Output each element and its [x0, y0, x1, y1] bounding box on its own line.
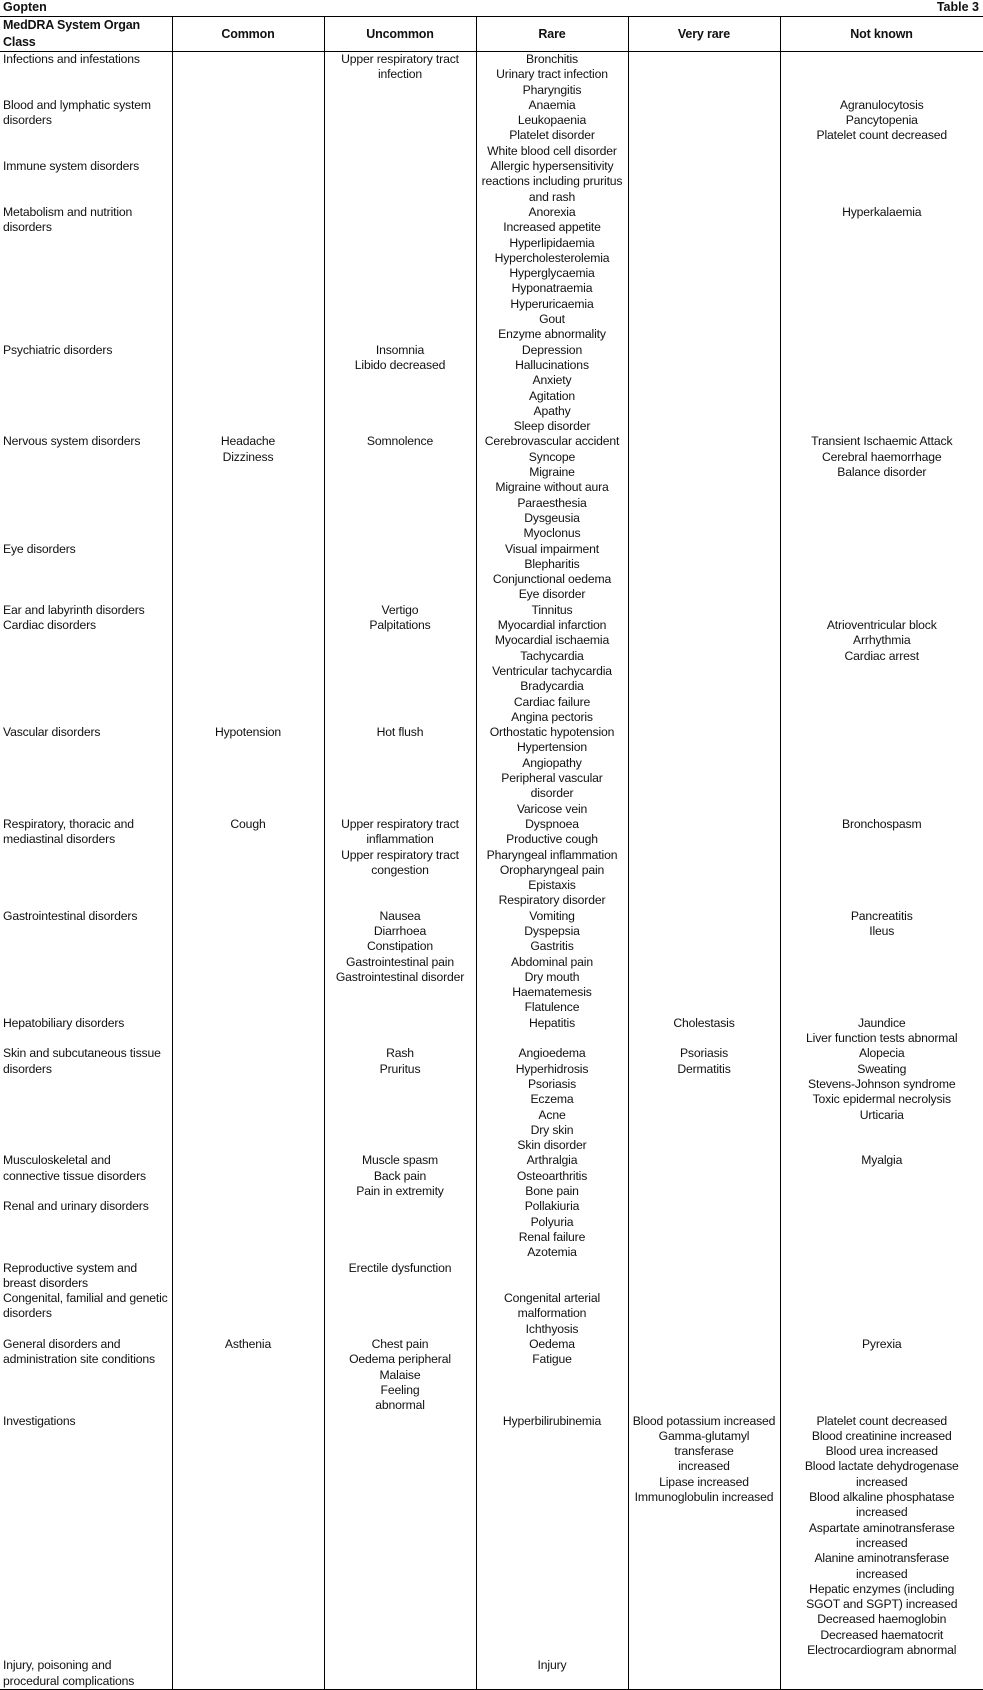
table-row	[0, 1046, 983, 1153]
cell-not-known: Atrioventricular block Arrhythmia Cardiac arrest	[780, 618, 983, 725]
cell-rare: Tinnitus	[476, 603, 628, 618]
cell-system-organ-class: Reproductive system and breast disorders	[3, 1260, 138, 1290]
cell-rare: Arthralgia Osteoarthritis Bone pain	[476, 1153, 628, 1199]
table-header-row	[0, 17, 983, 52]
cell-very-rare	[628, 1199, 780, 1260]
table-row	[0, 98, 983, 159]
cell-common	[172, 1261, 324, 1292]
cell-common	[172, 159, 324, 205]
cell-system-organ-class: Investigations	[3, 1413, 76, 1428]
cell-system-organ-class: Injury, poisoning and procedural complications	[0, 1658, 172, 1690]
cell-common	[172, 603, 324, 618]
cell-not-known: Transient Ischaemic Attack Cerebral haemorrhage Balance disorder	[780, 434, 983, 541]
cell-rare: Anorexia Increased appetite Hyperlipidaemia Hypercholesterolemia Hyperglycaemia Hyponatraemia Hyperuricaemia Gout Enzyme abnormality	[476, 205, 628, 343]
cell-uncommon	[324, 542, 476, 603]
cell-common	[172, 205, 324, 343]
cell-system-organ-class: Eye disorders	[3, 541, 76, 556]
cell-system-organ-class: General disorders and administration site conditions	[3, 1337, 155, 1367]
header-common: Common	[172, 17, 324, 52]
cell-very-rare	[628, 1291, 780, 1337]
adverse-reactions-table	[0, 16, 983, 1690]
cell-not-known	[780, 603, 983, 618]
cell-common	[172, 618, 324, 725]
cell-not-known: Alopecia Sweating Stevens-Johnson syndrome Toxic epidermal necrolysis Urticaria	[780, 1046, 983, 1153]
cell-common: Asthenia	[172, 1337, 324, 1414]
cell-common	[172, 1199, 324, 1260]
table-row	[0, 542, 983, 603]
cell-uncommon	[324, 1291, 476, 1337]
cell-system-organ-class: Skin and subcutaneous tissue disorders	[3, 1046, 161, 1076]
cell-system-organ-class: Cardiac disorders	[3, 618, 96, 633]
cell-rare: Hepatitis	[476, 1016, 628, 1047]
cell-system-organ-class: Immune system disorders	[3, 159, 140, 174]
cell-not-known	[780, 1199, 983, 1260]
cell-not-known: Bronchospasm	[780, 817, 983, 909]
table-row	[0, 1291, 983, 1337]
cell-very-rare	[628, 159, 780, 205]
product-name: Gopten	[3, 0, 47, 14]
cell-rare: Congenital arterial malformation Ichthyosis	[476, 1291, 628, 1337]
table-row	[0, 1153, 983, 1199]
cell-uncommon: Upper respiratory tract inflammation Upper respiratory tract congestion	[324, 817, 476, 909]
cell-very-rare	[628, 434, 780, 541]
cell-common	[172, 1016, 324, 1047]
cell-very-rare	[628, 1337, 780, 1414]
cell-not-known: Hyperkalaemia	[780, 205, 983, 343]
cell-very-rare	[628, 52, 780, 98]
cell-very-rare	[628, 1658, 780, 1690]
cell-common: Hypotension	[172, 725, 324, 817]
cell-rare: Vomiting Dyspepsia Gastritis Abdominal pain Dry mouth Haematemesis Flatulence	[476, 909, 628, 1016]
table-row	[0, 909, 983, 1016]
cell-very-rare	[628, 343, 780, 435]
cell-uncommon: Insomnia Libido decreased	[324, 343, 476, 435]
cell-common	[172, 909, 324, 1016]
table-row	[0, 618, 983, 725]
table-row	[0, 1016, 983, 1047]
cell-not-known	[780, 343, 983, 435]
cell-common	[172, 1291, 324, 1337]
cell-common: Headache Dizziness	[172, 434, 324, 541]
cell-system-organ-class: Gastrointestinal disorders	[3, 908, 138, 923]
cell-rare: Anaemia Leukopaenia Platelet disorder White blood cell disorder	[476, 98, 628, 159]
cell-not-known: Jaundice Liver function tests abnormal	[780, 1016, 983, 1047]
cell-system-organ-class: Renal and urinary disorders	[3, 1199, 149, 1214]
cell-not-known	[780, 1291, 983, 1337]
table-row	[0, 817, 983, 909]
cell-common	[172, 98, 324, 159]
cell-not-known: Myalgia	[780, 1153, 983, 1199]
cell-common	[172, 343, 324, 435]
cell-rare: Cerebrovascular accident Syncope Migraine Migraine without aura Paraesthesia Dysgeusia Myoclonus	[476, 434, 628, 541]
cell-common	[172, 52, 324, 98]
table-row	[0, 1199, 983, 1260]
cell-not-known	[780, 1261, 983, 1292]
header-not-known: Not known	[780, 17, 983, 52]
cell-not-known: Agranulocytosis Pancytopenia Platelet count decreased	[780, 98, 983, 159]
cell-uncommon	[324, 1414, 476, 1659]
cell-very-rare: Psoriasis Dermatitis	[628, 1046, 780, 1153]
table-row	[0, 1658, 983, 1690]
cell-system-organ-class: Hepatobiliary disorders	[3, 1015, 125, 1030]
cell-uncommon	[324, 1016, 476, 1047]
cell-uncommon: Somnolence	[324, 434, 476, 541]
cell-common: Cough	[172, 817, 324, 909]
cell-rare: Pollakiuria Polyuria Renal failure Azotemia	[476, 1199, 628, 1260]
cell-system-organ-class: Nervous system disorders	[3, 434, 141, 449]
cell-very-rare	[628, 603, 780, 618]
cell-rare	[476, 1261, 628, 1292]
cell-common	[172, 1153, 324, 1199]
page-header	[0, 0, 983, 15]
cell-rare: Orthostatic hypotension Hypertension Angiopathy Peripheral vascular disorder Varicose vein	[476, 725, 628, 817]
cell-very-rare	[628, 205, 780, 343]
cell-very-rare	[628, 542, 780, 603]
cell-not-known: Pancreatitis Ileus	[780, 909, 983, 1016]
cell-system-organ-class: Ear and labyrinth disorders	[3, 602, 145, 617]
cell-rare: Injury	[476, 1658, 628, 1690]
cell-rare: Allergic hypersensitivity reactions including pruritus and rash	[476, 159, 628, 205]
table-row	[0, 52, 983, 98]
cell-common	[172, 1046, 324, 1153]
cell-not-known	[780, 542, 983, 603]
cell-system-organ-class: Musculoskeletal and connective tissue disorders	[3, 1153, 146, 1183]
header-very-rare: Very rare	[628, 17, 780, 52]
cell-system-organ-class: Psychiatric disorders	[3, 342, 113, 357]
cell-system-organ-class: Congenital, familial and genetic disorders	[3, 1291, 168, 1321]
cell-uncommon	[324, 1199, 476, 1260]
cell-very-rare	[628, 618, 780, 725]
cell-rare: Dyspnoea Productive cough Pharyngeal inflammation Oropharyngeal pain Epistaxis Respiratory disorder	[476, 817, 628, 909]
cell-rare: Visual impairment Blepharitis Conjunctional oedema Eye disorder	[476, 542, 628, 603]
header-soc: MedDRA System Organ Class	[0, 17, 172, 52]
cell-not-known	[780, 725, 983, 817]
cell-not-known	[780, 52, 983, 98]
cell-system-organ-class: Blood and lymphatic system disorders	[3, 97, 151, 128]
table-row	[0, 343, 983, 435]
cell-very-rare	[628, 98, 780, 159]
table-row	[0, 205, 983, 343]
cell-rare: Angioedema Hyperhidrosis Psoriasis Eczema Acne Dry skin Skin disorder	[476, 1046, 628, 1153]
cell-uncommon: Nausea Diarrhoea Constipation Gastrointestinal pain Gastrointestinal disorder	[324, 909, 476, 1016]
cell-system-organ-class: Vascular disorders	[3, 725, 101, 740]
cell-uncommon: Erectile dysfunction	[324, 1261, 476, 1292]
cell-system-organ-class: Infections and infestations	[3, 52, 140, 66]
cell-very-rare	[628, 909, 780, 1016]
table-body	[0, 52, 983, 1690]
cell-uncommon: Palpitations	[324, 618, 476, 725]
cell-uncommon: Vertigo	[324, 603, 476, 618]
cell-very-rare	[628, 817, 780, 909]
cell-not-known: Platelet count decreased Blood creatinine increased Blood urea increased Blood lactate dehydrogenase increased Blood alkaline phosphatase increased Aspartate aminotransferase increased Alanine aminotransferase increased Hepatic enzymes (including SGOT and SGPT) increased Decreased haemoglobin Decreased haematocrit Electrocardiogram abnormal	[780, 1414, 983, 1659]
cell-very-rare: Cholestasis	[628, 1016, 780, 1047]
cell-uncommon: Rash Pruritus	[324, 1046, 476, 1153]
cell-very-rare	[628, 1261, 780, 1292]
table-row	[0, 1414, 983, 1659]
cell-uncommon	[324, 1658, 476, 1690]
cell-very-rare	[628, 1153, 780, 1199]
header-rare: Rare	[476, 17, 628, 52]
cell-common	[172, 1414, 324, 1659]
cell-rare: Hyperbilirubinemia	[476, 1414, 628, 1659]
cell-uncommon	[324, 205, 476, 343]
cell-uncommon	[324, 159, 476, 205]
cell-system-organ-class: Respiratory, thoracic and mediastinal disorders	[3, 816, 134, 847]
cell-very-rare: Blood potassium increased Gamma-glutamyl transferase increased Lipase increased Immunoglobulin increased	[628, 1414, 780, 1659]
cell-rare: Oedema Fatigue	[476, 1337, 628, 1414]
table-row	[0, 434, 983, 541]
table-row	[0, 1337, 983, 1414]
cell-uncommon: Muscle spasm Back pain Pain in extremity	[324, 1153, 476, 1199]
cell-uncommon: Hot flush	[324, 725, 476, 817]
table-row	[0, 1261, 983, 1292]
cell-common	[172, 542, 324, 603]
cell-very-rare	[628, 725, 780, 817]
cell-uncommon	[324, 98, 476, 159]
cell-rare: Bronchitis Urinary tract infection Pharyngitis	[476, 52, 628, 98]
header-uncommon: Uncommon	[324, 17, 476, 52]
cell-uncommon: Upper respiratory tract infection	[324, 52, 476, 98]
cell-not-known	[780, 159, 983, 205]
cell-rare: Depression Hallucinations Anxiety Agitation Apathy Sleep disorder	[476, 343, 628, 435]
cell-rare: Myocardial infarction Myocardial ischaemia Tachycardia Ventricular tachycardia Bradycardia Cardiac failure Angina pectoris	[476, 618, 628, 725]
table-number: Table 3	[936, 0, 979, 14]
table-row	[0, 603, 983, 618]
table-row	[0, 725, 983, 817]
cell-common	[172, 1658, 324, 1690]
table-row	[0, 159, 983, 205]
cell-not-known: Pyrexia	[780, 1337, 983, 1414]
cell-system-organ-class: Metabolism and nutrition disorders	[3, 204, 133, 235]
cell-uncommon: Chest pain Oedema peripheral Malaise Feeling abnormal	[324, 1337, 476, 1414]
cell-not-known	[780, 1658, 983, 1690]
